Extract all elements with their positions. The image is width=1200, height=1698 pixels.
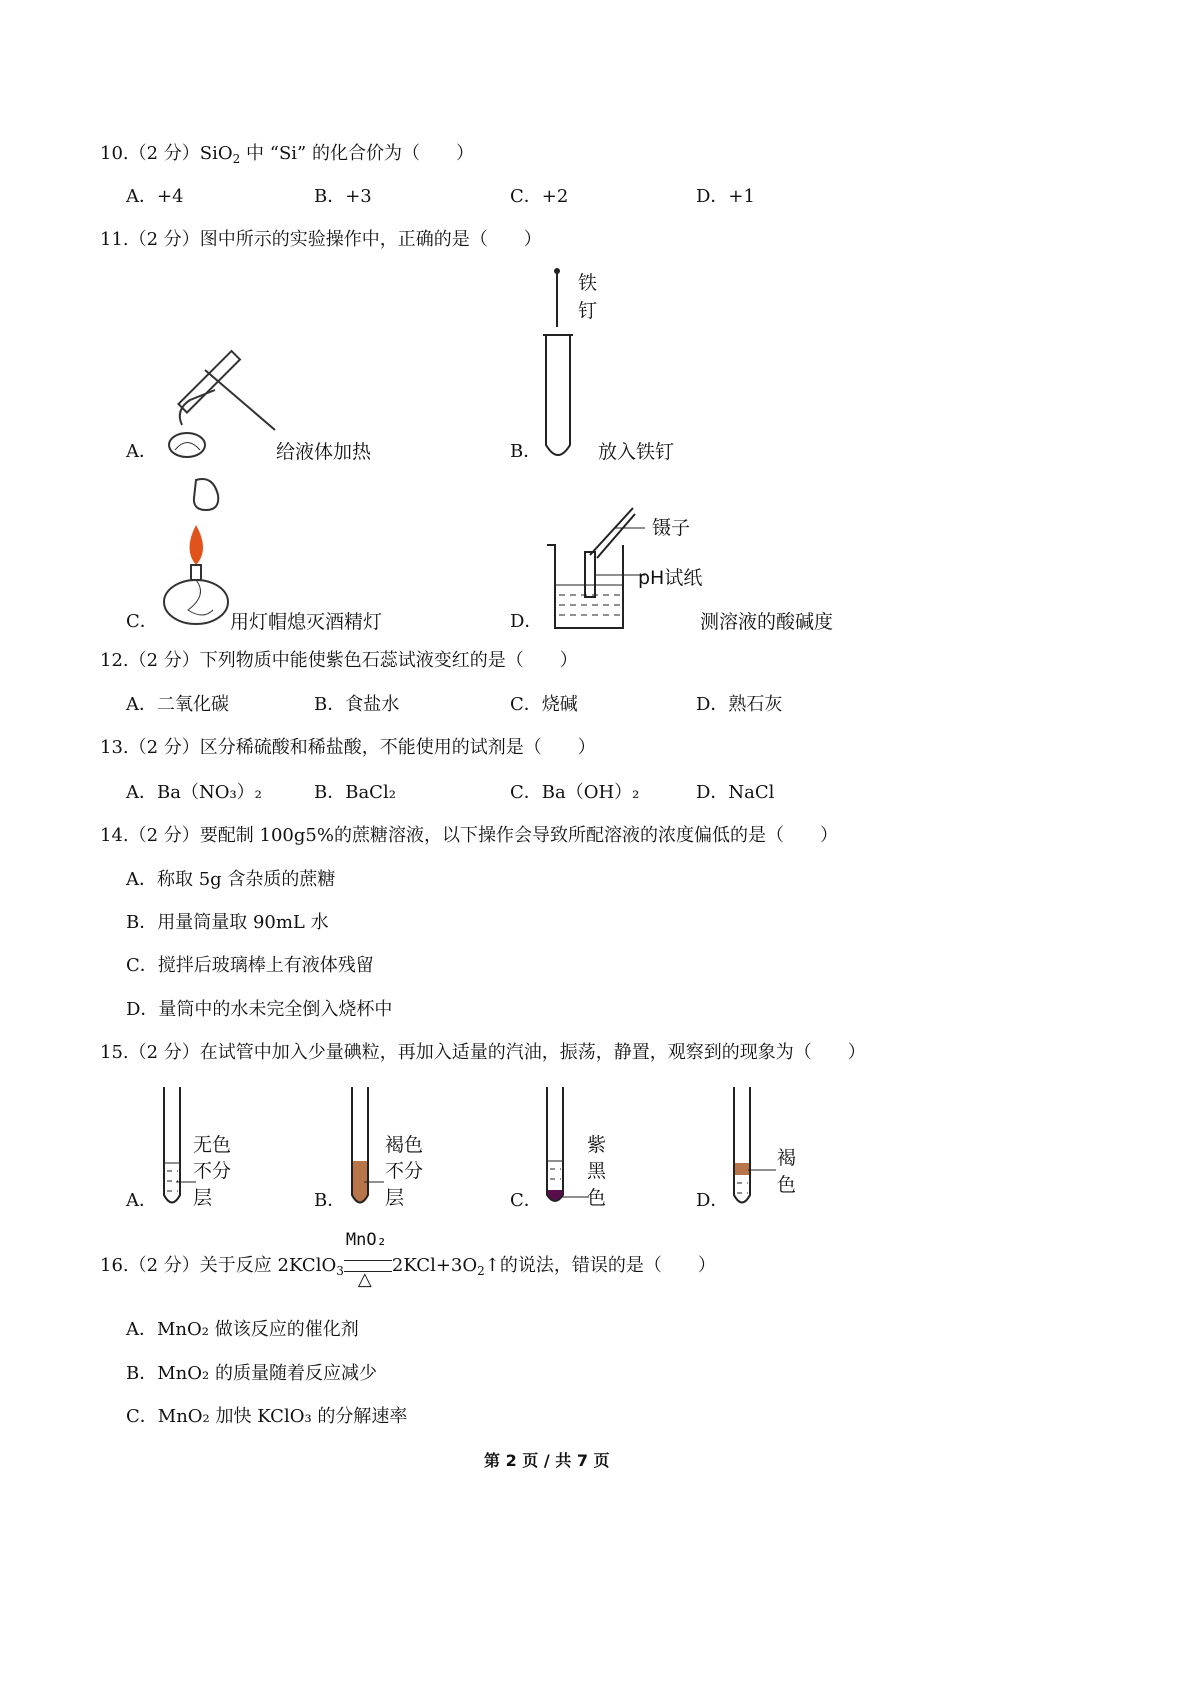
q11-c-label: C． bbox=[126, 611, 158, 632]
heating-liquid-figure bbox=[160, 330, 280, 460]
q16-stem: 16.（2 分）关于反应 2KClO$_3$ MnO₂ △ $2KCl+3O_2↑$的说法，错误的是（ ） bbox=[100, 1230, 716, 1290]
tube-c-figure bbox=[543, 1085, 593, 1210]
catalyst-label: MnO₂ bbox=[345, 1230, 387, 1250]
q16-option-a: A．MnO₂ 做该反应的催化剂 bbox=[126, 1319, 359, 1340]
q10-option-a: A．+4 bbox=[126, 186, 184, 207]
q11-b-caption: 放入铁钉 bbox=[598, 441, 675, 463]
q12-stem: 12.（2 分）下列物质中能使紫色石蕊试液变红的是（ ） bbox=[100, 650, 578, 671]
q12-option-a: A．二氧化碳 bbox=[126, 694, 229, 715]
q14-option-c: C．搅拌后玻璃棒上有液体残留 bbox=[126, 955, 374, 976]
q16-option-b: B．MnO₂ 的质量随着反应减少 bbox=[126, 1363, 377, 1384]
q14-option-a: A．称取 5g 含杂质的蔗糖 bbox=[126, 869, 336, 890]
q15-d-label: D． bbox=[696, 1190, 729, 1211]
ph-paper-label: pH试纸 bbox=[638, 567, 703, 589]
q16-option-c: C．MnO₂ 加快 KClO₃ 的分解速率 bbox=[126, 1406, 408, 1427]
q15-stem: 15.（2 分）在试管中加入少量碘粒，再加入适量的汽油，振荡，静置，观察到的现象为（ ） bbox=[100, 1042, 866, 1063]
q12-option-b: B．食盐水 bbox=[314, 694, 400, 715]
q10-stem: 10.（2 分）SiO$_2$ 中 “Si” 的化合价为（ ） bbox=[100, 143, 474, 166]
q11-d-label: D． bbox=[510, 611, 543, 632]
q13-option-b: B．BaCl₂ bbox=[314, 782, 396, 803]
test-tube-nail-figure bbox=[540, 265, 580, 465]
q13-option-a: A．Ba（NO₃）₂ bbox=[126, 782, 262, 803]
q11-b-label: B． bbox=[510, 441, 542, 462]
q11-a-label: A． bbox=[126, 441, 157, 462]
q11-d-caption: 测溶液的酸碱度 bbox=[700, 611, 834, 633]
q10-option-d: D．+1 bbox=[696, 186, 755, 207]
nail-label-1: 铁 bbox=[578, 272, 598, 294]
q10-option-c: C．+2 bbox=[510, 186, 569, 207]
q15-a-label: A． bbox=[126, 1190, 157, 1211]
heat-symbol: △ bbox=[357, 1269, 372, 1290]
q11-a-caption: 给液体加热 bbox=[276, 441, 372, 463]
tube-b-figure bbox=[348, 1085, 388, 1210]
tube-a-text-2: 不分 bbox=[193, 1160, 232, 1182]
q12-option-d: D．熟石灰 bbox=[696, 694, 783, 715]
q13-option-c: C．Ba（OH）₂ bbox=[510, 782, 640, 803]
q13-stem: 13.（2 分）区分稀硫酸和稀盐酸，不能使用的试剂是（ ） bbox=[100, 737, 596, 758]
tube-c-text-2: 黑 bbox=[587, 1160, 607, 1182]
page-footer: 第 2 页 / 共 7 页 bbox=[484, 1451, 610, 1470]
q13-option-d: D．NaCl bbox=[696, 782, 775, 803]
q10-option-b: B．+3 bbox=[314, 186, 372, 207]
q14-option-d: D．量筒中的水未完全倒入烧杯中 bbox=[126, 999, 393, 1020]
q11-c-caption: 用灯帽熄灭酒精灯 bbox=[230, 611, 383, 633]
reaction-equals bbox=[344, 1230, 392, 1290]
tube-c-text-1: 紫 bbox=[587, 1134, 607, 1156]
tube-d-text-1: 褐 bbox=[777, 1147, 797, 1169]
q11-stem: 11.（2 分）图中所示的实验操作中，正确的是（ ） bbox=[100, 229, 542, 250]
tube-d-text-2: 色 bbox=[777, 1174, 797, 1196]
tube-b-text-1: 褐色 bbox=[385, 1134, 424, 1156]
tube-d-figure bbox=[730, 1085, 780, 1210]
tube-a-text-1: 无色 bbox=[193, 1134, 232, 1156]
q15-c-label: C． bbox=[510, 1190, 542, 1211]
tube-c-text-3: 色 bbox=[587, 1187, 607, 1209]
beaker-ph-figure bbox=[545, 500, 645, 635]
q14-stem: 14.（2 分）要配制 100g5%的蔗糖溶液，以下操作会导致所配溶液的浓度偏低的是（ ） bbox=[100, 825, 838, 846]
nail-label-2: 钉 bbox=[578, 300, 598, 322]
alcohol-lamp-figure bbox=[158, 470, 238, 630]
tweezers-label: 镊子 bbox=[652, 517, 691, 539]
q15-b-label: B． bbox=[314, 1190, 346, 1211]
q14-option-b: B．用量筒量取 90mL 水 bbox=[126, 912, 329, 933]
tube-a-text-3: 层 bbox=[193, 1187, 213, 1209]
tube-b-text-3: 层 bbox=[385, 1187, 405, 1209]
q12-option-c: C．烧碱 bbox=[510, 694, 578, 715]
tube-b-text-2: 不分 bbox=[385, 1160, 424, 1182]
